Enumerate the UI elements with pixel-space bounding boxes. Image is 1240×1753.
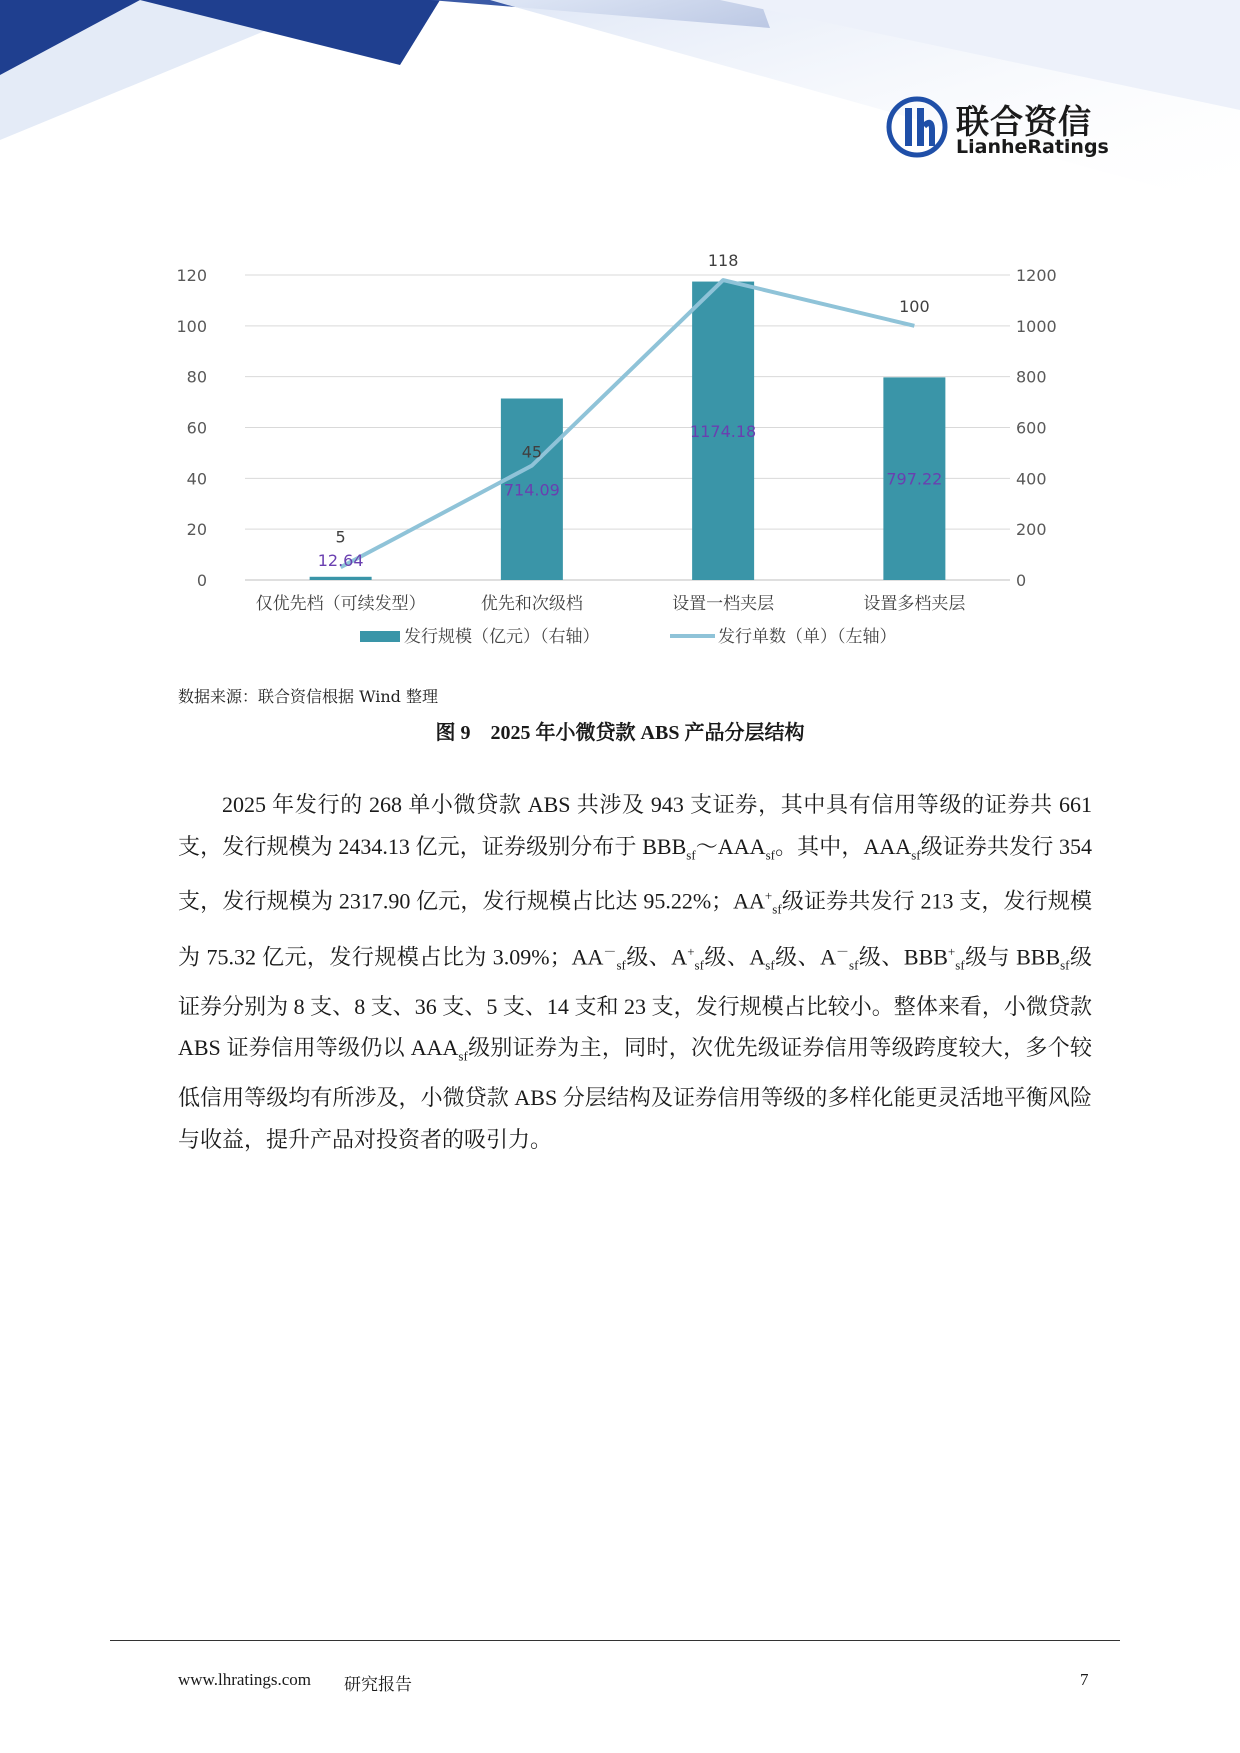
- figure-source: 数据来源：联合资信根据 Wind 整理: [178, 687, 439, 706]
- right-axis-tick: 400: [1016, 469, 1047, 489]
- text-run: 级、A: [703, 943, 766, 969]
- legend-label-line: 发行单数（单）（左轴）: [718, 627, 897, 647]
- left-axis-tick: 40: [186, 469, 207, 489]
- left-axis-tick: 0: [196, 571, 207, 590]
- text-run: 级与 BBB: [964, 943, 1061, 969]
- superscript: +: [947, 943, 956, 959]
- legend-label-bar: 发行规模（亿元）（右轴）: [404, 627, 600, 647]
- subscript: sf: [849, 957, 859, 973]
- right-axis-tick: 800: [1016, 367, 1047, 387]
- right-axis-tick: 1200: [1016, 266, 1057, 285]
- subscript: sf: [765, 957, 775, 973]
- logo-text-en: LianheRatings: [956, 136, 1109, 158]
- bar: [310, 577, 372, 580]
- right-axis-tick: 0: [1016, 571, 1027, 590]
- line-data-label: 45: [521, 442, 543, 462]
- superscript: －: [603, 943, 617, 959]
- superscript: －: [836, 943, 850, 959]
- subscript: sf: [955, 957, 965, 973]
- subscript: sf: [694, 957, 704, 973]
- text-run: 。其中，AAA: [774, 833, 912, 859]
- category-label: 设置一档夹层: [672, 594, 775, 614]
- bar-data-label: 12.64: [317, 551, 364, 570]
- text-run: 级、BBB: [858, 943, 948, 969]
- footer-url: www.lhratings.com: [178, 1670, 311, 1689]
- category-label: 仅优先档（可续发型）: [255, 594, 426, 614]
- left-axis-tick: 120: [176, 266, 207, 285]
- subscript: sf: [772, 902, 782, 918]
- line-series: [341, 280, 915, 567]
- category-label: 优先和次级档: [480, 594, 583, 614]
- subscript: sf: [1060, 957, 1070, 973]
- superscript: +: [687, 943, 695, 959]
- footer-doc-type: 研究报告: [344, 1675, 412, 1695]
- subscript: sf: [458, 1048, 468, 1064]
- subscript: sf: [686, 846, 696, 862]
- text-run: 级、A: [625, 943, 688, 969]
- right-axis-tick: 200: [1016, 520, 1047, 540]
- right-axis-tick: 600: [1016, 418, 1047, 438]
- line-data-label: 5: [335, 527, 346, 547]
- logo-mark-icon: [886, 96, 948, 158]
- subscript: sf: [911, 846, 921, 862]
- text-run: 级证券共发行 213 支，发行规模为 75.32 亿元，发行规模占比为 3.09%；AA: [178, 888, 1092, 969]
- legend-swatch-bar: [360, 631, 400, 642]
- text-run: ～AAA: [695, 833, 766, 859]
- body-paragraph: [178, 784, 1092, 1160]
- layered-structure-chart: [170, 240, 1080, 670]
- logo-text-cn: 联合资信: [956, 102, 1092, 141]
- page-number: 7: [1080, 1670, 1089, 1689]
- subscript: sf: [616, 957, 626, 973]
- left-axis-tick: 20: [186, 520, 207, 540]
- footer-divider: [110, 1640, 1120, 1641]
- bar-data-label: 797.22: [886, 469, 943, 489]
- text-run: 2025 年发行的 268 单小微贷款 ABS 共涉及 943 支证券，其中具有信用等级的证券共 661 支，发行规模为 2434.13 亿元，证券级别分布于 BBB: [178, 792, 1092, 859]
- text-run: 级别证券为主，同时，次优先级证券信用等级跨度较大，多个较低信用等级均有所涉及，小微贷款 ABS 分层结构及证券信用等级的多样化能更灵活地平衡风险与收益，提升产品对投资者的吸引力。: [178, 1035, 1092, 1152]
- bar-data-label: 1174.18: [690, 421, 757, 441]
- text-run: 级证券共发行 354 支，发行规模为 2317.90 亿元，发行规模占比达 95.22%；AA: [178, 833, 1092, 914]
- subscript: sf: [765, 846, 775, 862]
- body-text: [178, 784, 1092, 1160]
- text-run: 级、A: [774, 943, 837, 969]
- superscript: +: [764, 888, 773, 904]
- right-axis-tick: 1000: [1016, 316, 1057, 336]
- left-axis-tick: 60: [186, 418, 207, 438]
- text-run: 级证券分别为 8 支、8 支、36 支、5 支、14 支和 23 支，发行规模占比较小。整体来看，小微贷款 ABS 证券信用等级仍以 AAA: [178, 943, 1093, 1061]
- line-data-label: 118: [707, 251, 739, 271]
- left-axis-tick: 80: [186, 367, 207, 387]
- category-label: 设置多档夹层: [863, 594, 966, 614]
- figure-caption: 图 9 2025 年小微贷款 ABS 产品分层结构: [435, 722, 805, 744]
- company-logo: [886, 96, 1109, 166]
- left-axis-tick: 100: [176, 316, 207, 336]
- line-data-label: 100: [899, 296, 930, 316]
- bar-data-label: 714.09: [503, 480, 560, 500]
